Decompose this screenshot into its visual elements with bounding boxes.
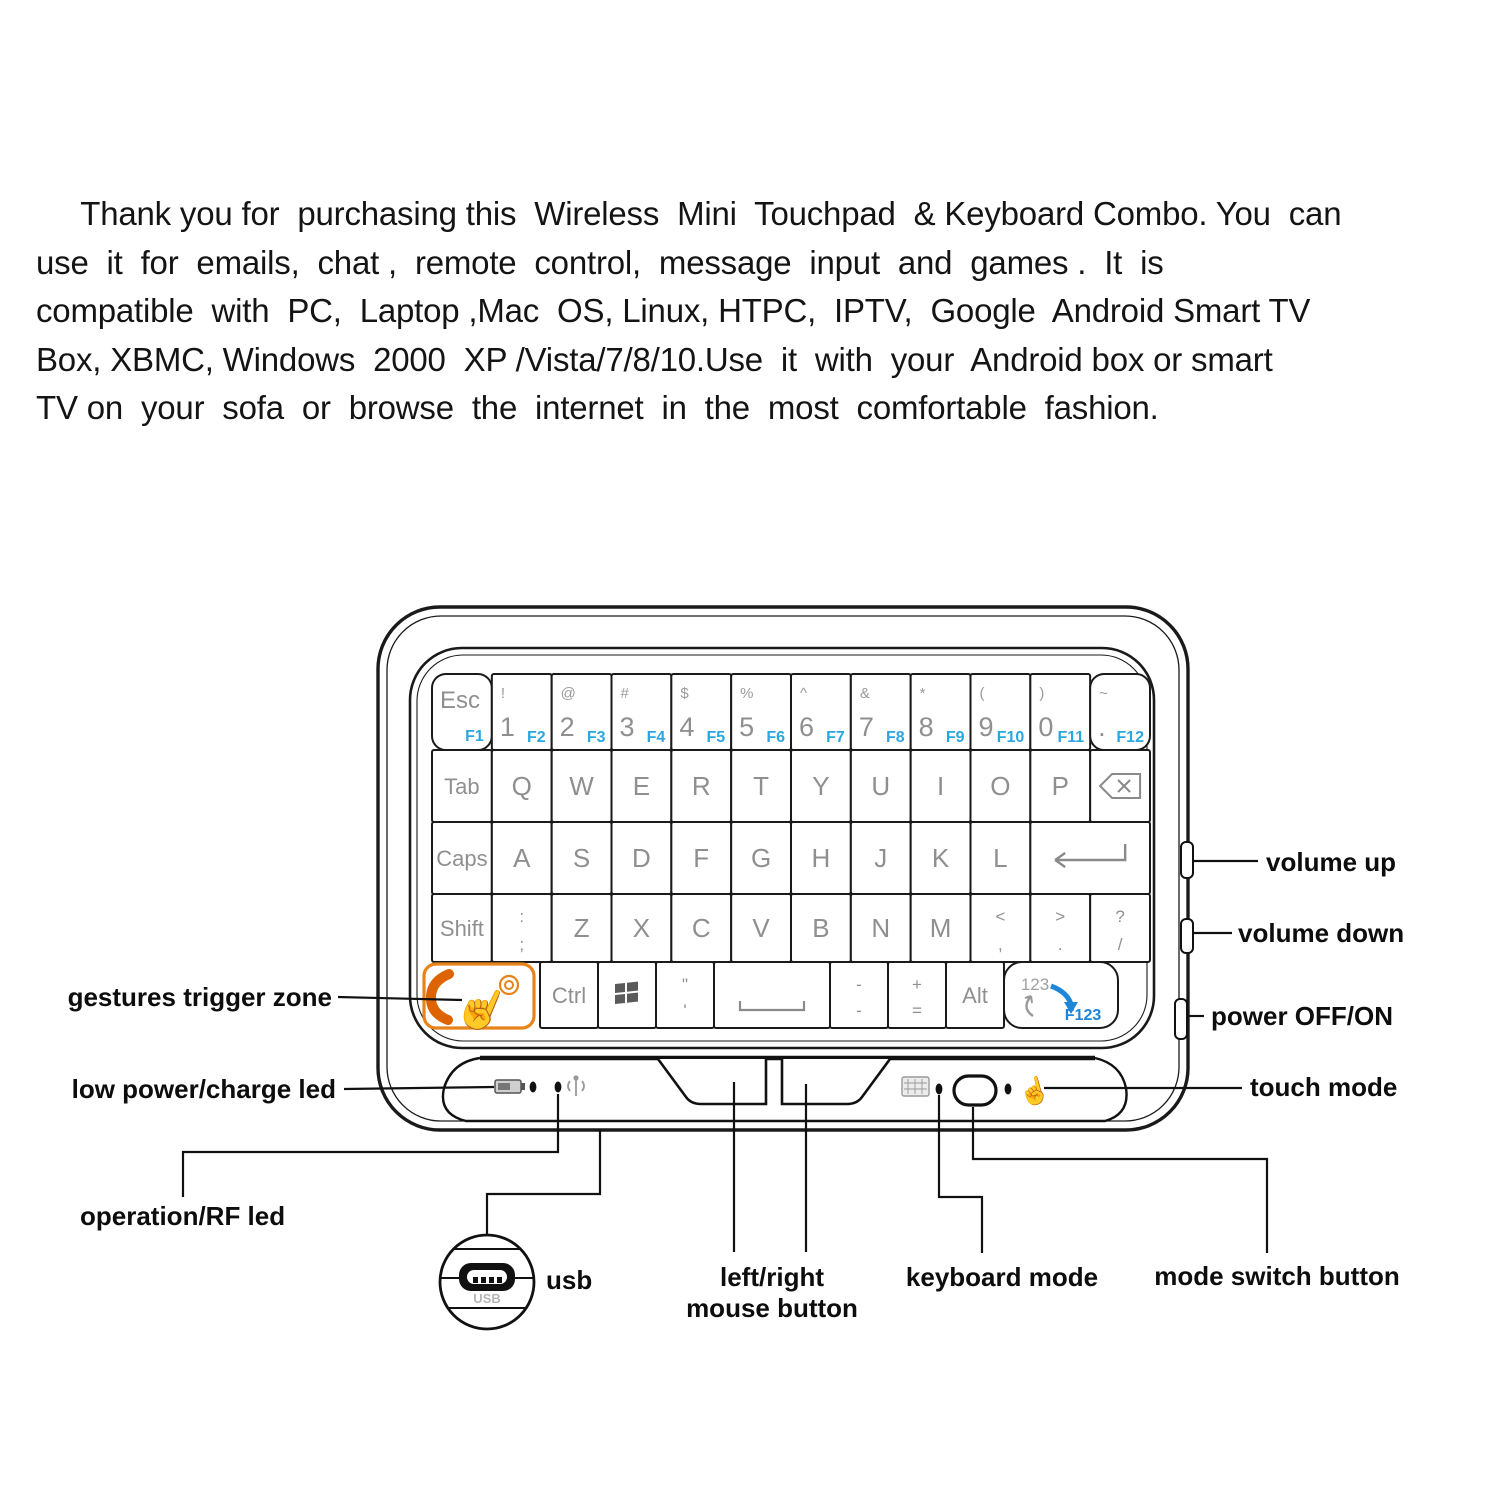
touch-mode-led-dot [1005, 1084, 1012, 1095]
key-label: I [936, 771, 945, 801]
key-label: A [513, 843, 531, 873]
rf-led-dot [555, 1082, 562, 1093]
key-4 [671, 674, 731, 750]
key-label: W [569, 771, 594, 801]
key-label: L [993, 843, 1008, 873]
key-X [611, 894, 671, 962]
key-label: ( [979, 685, 985, 702]
key-label: X [632, 913, 651, 943]
key-label: T [753, 771, 770, 801]
key-Caps [432, 822, 492, 894]
key-label: F5 [706, 729, 726, 746]
key-label: K [931, 843, 950, 873]
label-operation-rf-led: operation/RF led [80, 1201, 286, 1231]
volume-down-button [1181, 919, 1193, 953]
key-label: M [929, 913, 952, 943]
key-Esc [432, 674, 492, 750]
key-P [1030, 750, 1090, 822]
key-K [911, 822, 971, 894]
key-label: = [912, 1001, 922, 1020]
key-D [611, 822, 671, 894]
key-label: - [856, 1001, 862, 1020]
key-label: B [812, 913, 830, 943]
key-label: + [912, 975, 922, 994]
key-label: N [871, 913, 891, 943]
label-low-power-charge-led: low power/charge led [71, 1074, 336, 1104]
usb-port-label: USB [473, 1291, 501, 1306]
key-1 [492, 674, 552, 750]
key-label: F2 [526, 729, 546, 746]
key-U [851, 750, 911, 822]
key-label: D [632, 843, 651, 873]
key-label: , [998, 935, 1003, 954]
key-label: 3 [619, 712, 635, 742]
key-label: R [691, 771, 711, 801]
battery-level-icon [498, 1083, 510, 1090]
key-Shift [432, 894, 492, 962]
key-dual [1030, 894, 1090, 962]
key-F123 [1004, 962, 1118, 1028]
intro-line: compatible with PC, Laptop ,Mac OS, Linux, HTPC, IPTV, Google Android Smart TV [36, 292, 1311, 329]
key-dual [830, 962, 888, 1028]
key-label: Caps [436, 846, 488, 871]
key-dual [492, 894, 552, 962]
key-label: * [919, 685, 926, 702]
keyboard-icon [902, 1077, 929, 1096]
keyboard-keys [424, 674, 1150, 1042]
key-F [671, 822, 731, 894]
key-label: P [1051, 771, 1069, 801]
key-label: Tab [444, 774, 480, 799]
key-dual [970, 894, 1030, 962]
key-8 [911, 674, 971, 750]
key-label: . [1098, 712, 1106, 742]
key-dual [656, 962, 714, 1028]
key-C [671, 894, 731, 962]
key-win [598, 962, 656, 1028]
key-label: ) [1039, 685, 1045, 702]
key-label: S [572, 843, 591, 873]
usb-port-group [440, 1235, 534, 1329]
key-label: Ctrl [551, 983, 587, 1008]
key-label: F4 [646, 729, 666, 746]
key-label: % [740, 685, 754, 702]
key-E [611, 750, 671, 822]
key-label: Y [812, 771, 830, 801]
intro-line: use it for emails, chat , remote control, message input and games . It is [36, 243, 1164, 281]
key-label: 7 [858, 712, 874, 742]
key-label: " [681, 975, 689, 994]
label-mouse-button-line1: left/right [720, 1262, 824, 1292]
key-label: F [693, 843, 710, 873]
key-label: F10 [996, 729, 1025, 746]
key-label: U [871, 771, 891, 801]
power-button [1175, 999, 1187, 1039]
key-S [552, 822, 612, 894]
key-enter [1030, 822, 1150, 894]
label-volume-up: volume up [1266, 847, 1397, 877]
key-label: F11 [1057, 729, 1085, 746]
key-label: ! [500, 685, 506, 702]
key-label: . [1057, 935, 1063, 954]
key-label: 4 [679, 712, 695, 742]
key-dual [888, 962, 946, 1028]
battery-nub-icon [521, 1083, 525, 1090]
touch-hand-icon: ☝ [1014, 1072, 1054, 1110]
key-label: 0 [1038, 712, 1054, 742]
key-Tab [432, 750, 492, 822]
key-label: # [620, 685, 629, 702]
key-label: V [752, 913, 770, 943]
intro-line: Box, XBMC, Windows 2000 XP /Vista/7/8/10.Use it with your Android box or smart [36, 340, 1273, 378]
label-touch-mode: touch mode [1250, 1072, 1398, 1102]
key-label: : [519, 907, 525, 926]
key-I [911, 750, 971, 822]
key-T [731, 750, 791, 822]
key-A [492, 822, 552, 894]
key-label: G [750, 843, 772, 873]
key-label: 2 [559, 712, 575, 742]
key-9 [970, 674, 1030, 750]
key-backspace [1090, 750, 1150, 822]
key-dual [1090, 894, 1150, 962]
key-O [970, 750, 1030, 822]
label-mode-switch-button: mode switch button [1154, 1261, 1400, 1291]
key-label: 1 [499, 712, 515, 742]
key-R [671, 750, 731, 822]
key-V [731, 894, 791, 962]
key-Y [791, 750, 851, 822]
key-Alt [946, 962, 1004, 1028]
key-label: F7 [826, 729, 845, 746]
key-label: F12 [1116, 729, 1144, 746]
key-label: 9 [978, 712, 994, 742]
key-label: O [990, 771, 1011, 801]
key-label: > [1055, 907, 1066, 926]
key-label: Q [511, 771, 532, 801]
key-label: ~ [1099, 685, 1108, 702]
key-label: ^ [799, 685, 808, 702]
key-label: E [632, 771, 651, 801]
key-5 [731, 674, 791, 750]
charge-led-dot [530, 1082, 537, 1093]
callout-line-usb [487, 1130, 600, 1234]
key-label: 123 [1020, 975, 1050, 994]
key-label: Esc [440, 687, 481, 714]
key-label: F9 [945, 729, 965, 746]
key-label: 6 [798, 712, 815, 742]
key-label: F3 [586, 729, 606, 746]
key-label: F1 [465, 728, 484, 745]
key-label: J [874, 843, 888, 873]
key-label: Z [573, 913, 590, 943]
keyboard-mode-led-dot [936, 1084, 943, 1095]
key-label: H [811, 843, 831, 873]
key-label: ' [683, 1001, 687, 1020]
key-Z [552, 894, 612, 962]
key-H [791, 822, 851, 894]
intro-line: Thank you for purchasing this Wireless Mini Touchpad & Keyboard Combo. You can [36, 195, 1342, 232]
key-label: @ [560, 685, 576, 702]
label-usb: usb [546, 1265, 593, 1295]
key-M [911, 894, 971, 962]
key-label: ? [1115, 907, 1125, 926]
label-gestures-trigger-zone: gestures trigger zone [67, 982, 332, 1012]
key-J [851, 822, 911, 894]
key-label: 8 [918, 712, 934, 742]
key-2 [552, 674, 612, 750]
gesture-hand-icon: ☝ [448, 976, 516, 1041]
key-label: F123 [1064, 1007, 1102, 1024]
key-label: F6 [766, 729, 785, 746]
key-Ctrl [540, 962, 598, 1028]
key-B [791, 894, 851, 962]
label-volume-down: volume down [1238, 918, 1405, 948]
key-label: < [995, 907, 1006, 926]
key-Q [492, 750, 552, 822]
label-mouse-button-line2: mouse button [686, 1293, 858, 1323]
key-6 [791, 674, 851, 750]
key-G [731, 822, 791, 894]
key-7 [851, 674, 911, 750]
key-0 [1030, 674, 1090, 750]
key-N [851, 894, 911, 962]
key-L [970, 822, 1030, 894]
key-. [1090, 674, 1150, 750]
mode-switch-button [954, 1076, 996, 1105]
key-label: 5 [739, 712, 755, 742]
key-label: Alt [962, 983, 988, 1008]
key-space [714, 962, 830, 1028]
key-label: / [1117, 935, 1123, 954]
key-W [552, 750, 612, 822]
label-power-off-on: power OFF/ON [1211, 1001, 1393, 1031]
key-label: Shift [439, 916, 484, 941]
key-label: $ [680, 685, 689, 702]
key-3 [611, 674, 671, 750]
key-label: C [691, 913, 711, 943]
key-label: - [856, 975, 862, 994]
intro-line: TV on your sofa or browse the internet in the most comfortable fashion. [36, 389, 1159, 426]
key-label: & [859, 685, 870, 702]
label-keyboard-mode: keyboard mode [905, 1262, 1099, 1292]
key-label: F8 [885, 729, 905, 746]
volume-up-button [1181, 842, 1193, 878]
key-label: ; [519, 935, 525, 954]
